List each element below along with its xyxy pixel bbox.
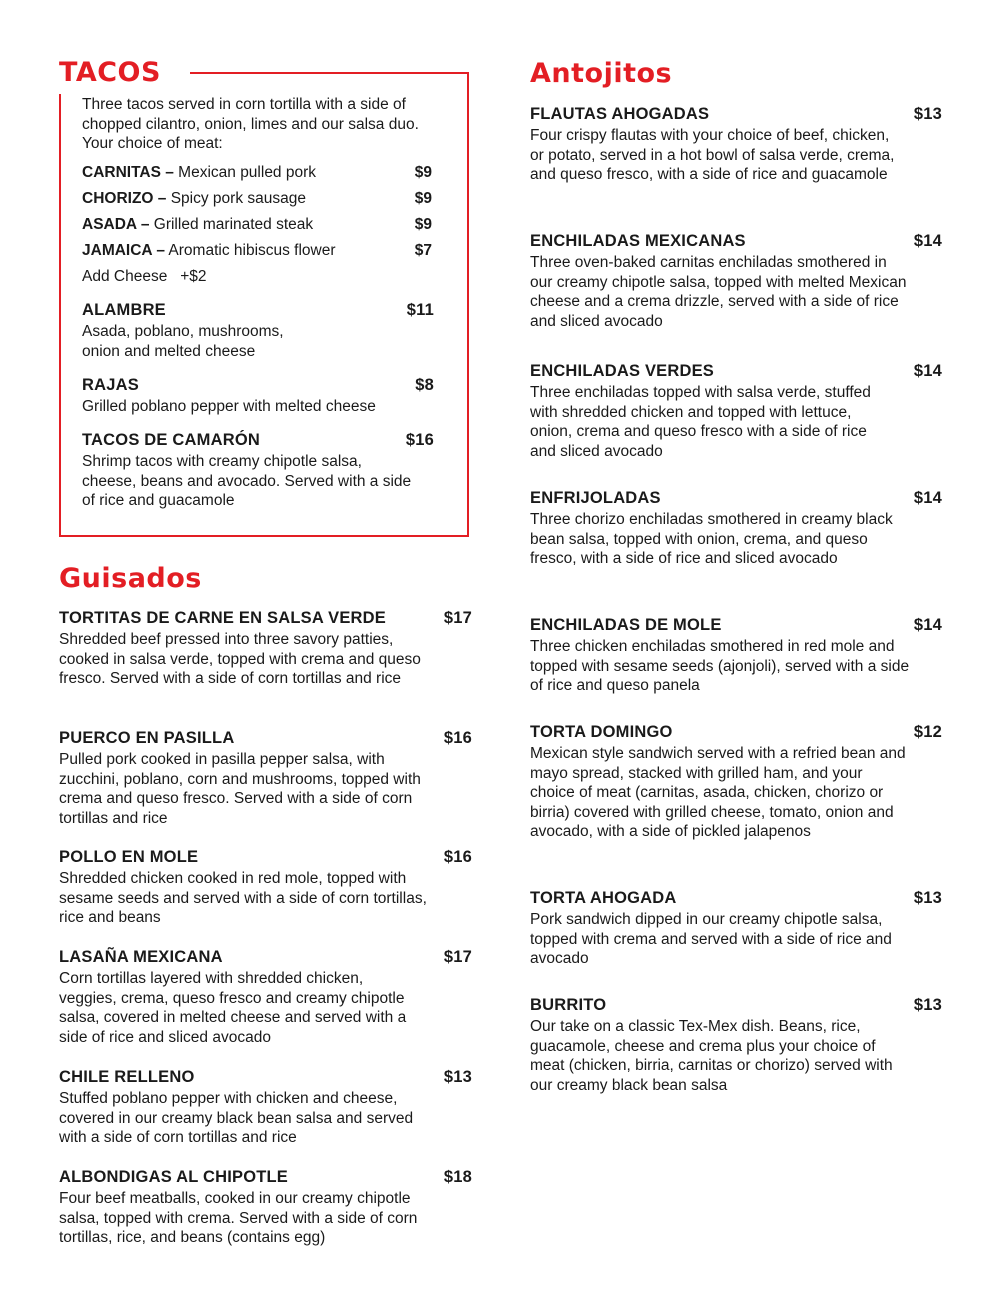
tacos-section-title: TACOS: [59, 57, 161, 88]
item-name: LASAÑA MEXICANA: [59, 948, 223, 966]
item-price: $14: [913, 232, 942, 250]
item-name: BURRITO: [530, 996, 607, 1014]
item-name: RAJAS: [82, 376, 139, 394]
taco-meat-option: [82, 241, 432, 261]
item-name: ENCHILADAS VERDES: [530, 362, 715, 380]
tacos-description: Three tacos served in corn tortilla with a side of chopped cilantro, onion, limes and our salsa duo. Your choice of meat:: [82, 96, 419, 152]
item-name: ALBONDIGAS AL CHIPOTLE: [59, 1168, 288, 1186]
item-name: FLAUTAS AHOGADAS: [530, 105, 710, 123]
item-description: Three chorizo enchiladas smothered in creamy black bean salsa, topped with onion, crema, and queso fresco, with a side of rice and sliced avocado: [530, 511, 893, 568]
item-price: $16: [443, 848, 472, 866]
menu-item: [530, 231, 942, 331]
antojitos-section-title: Antojitos: [530, 58, 673, 89]
menu-item: [59, 947, 472, 1047]
item-description: Stuffed poblano pepper with chicken and cheese, covered in our creamy black bean salsa and served with a side of corn tortillas and rice: [59, 1090, 414, 1147]
item-description: Four crispy flautas with your choice of beef, chicken, or potato, served in a hot bowl of salsa verde, crema, and queso fresco, with a side of rice and guacamole: [530, 127, 895, 184]
guisados-section-title: Guisados: [59, 563, 202, 594]
item-name: PUERCO EN PASILLA: [59, 729, 235, 747]
item-price: $13: [913, 105, 942, 123]
item-description: Shredded chicken cooked in red mole, topped with sesame seeds and served with a side of corn tortillas, rice and beans: [59, 870, 427, 927]
item-name: TACOS DE CAMARÓN: [82, 431, 260, 449]
item-price: $14: [913, 362, 942, 380]
border-divider: [467, 72, 469, 537]
item-description: Three oven-baked carnitas enchiladas smothered in our creamy chipotle salsa, topped with melted Mexican cheese and a crema drizzle, served with a side of rice and sliced avocado: [530, 254, 907, 330]
meat-name: JAMAICA –: [82, 242, 165, 259]
item-price: $17: [443, 609, 472, 627]
item-price: $14: [913, 616, 942, 634]
item-name: ENFRIJOLADAS: [530, 489, 661, 507]
taco-meat-option: [82, 163, 432, 183]
menu-item: [82, 430, 434, 511]
menu-item: [59, 1067, 472, 1148]
item-description: Mexican style sandwich served with a refried bean and mayo spread, stacked with grilled ham, and your choice of meat (carnitas, asada, chicken, chorizo or birria) covered with grilled cheese, tomato, onion and avocado, with a side of pickled jalapenos: [530, 745, 906, 841]
item-description: Pulled pork cooked in pasilla pepper salsa, with zucchini, poblano, corn and mushrooms, topped with crema and queso fresco. Served with a side of corn tortillas and rice: [59, 751, 421, 827]
item-description: Three enchiladas topped with salsa verde, stuffed with shredded chicken and topped with lettuce, onion, crema and queso fresco with a side of rice and sliced avocado: [530, 384, 871, 460]
border-divider: [59, 94, 61, 537]
menu-item: [59, 847, 472, 928]
meat-price: $9: [414, 190, 432, 207]
item-description: Pork sandwich dipped in our creamy chipotle salsa, topped with crema and served with a side of rice and avocado: [530, 911, 892, 968]
taco-meat-option: [82, 189, 432, 209]
menu-item: [59, 1167, 472, 1248]
item-name: POLLO EN MOLE: [59, 848, 199, 866]
meat-price: $7: [414, 242, 432, 259]
menu-item: [530, 995, 942, 1095]
menu-item: [530, 615, 942, 696]
meat-desc: Grilled marinated steak: [149, 216, 314, 233]
item-price: $18: [443, 1168, 472, 1186]
menu-item: [82, 300, 434, 361]
item-price: $13: [913, 889, 942, 907]
item-name: ENCHILADAS MEXICANAS: [530, 232, 746, 250]
item-name: TORTITAS DE CARNE EN SALSA VERDE: [59, 609, 386, 627]
menu-item: [82, 375, 434, 417]
item-description: Shredded beef pressed into three savory patties, cooked in salsa verde, topped with crema and queso fresco. Served with a side of corn tortillas and rice: [59, 631, 421, 688]
item-price: $8: [415, 376, 434, 394]
item-description: Asada, poblano, mushrooms, onion and melted cheese: [82, 323, 284, 360]
item-description: Shrimp tacos with creamy chipotle salsa, cheese, beans and avocado. Served with a side of rice and guacamole: [82, 453, 412, 510]
item-name: TORTA AHOGADA: [530, 889, 677, 907]
menu-item: [530, 361, 942, 461]
item-description: Three chicken enchiladas smothered in red mole and topped with sesame seeds (ajonjoli), served with a side of rice and queso panela: [530, 638, 910, 695]
item-price: $12: [913, 723, 942, 741]
item-price: $11: [406, 301, 434, 319]
menu-item: [530, 888, 942, 969]
item-description: Grilled poblano pepper with melted cheese: [82, 398, 376, 415]
menu-item: [530, 104, 942, 185]
border-divider: [190, 72, 469, 74]
add-cheese-option: Add Cheese +$2: [82, 268, 207, 285]
menu-item: [530, 488, 942, 569]
meat-desc: Mexican pulled pork: [173, 164, 317, 181]
item-description: Corn tortillas layered with shredded chicken, veggies, crema, queso fresco and creamy chipotle salsa, covered in melted cheese and served with a side of rice and sliced avocado: [59, 970, 407, 1046]
item-description: Our take on a classic Tex-Mex dish. Beans, rice, guacamole, cheese and crema plus your choice of meat (chicken, birria, carnitas or chorizo) served with our creamy black bean salsa: [530, 1018, 893, 1094]
menu-item: [59, 728, 472, 828]
item-price: $14: [913, 489, 942, 507]
item-name: ALAMBRE: [82, 301, 166, 319]
meat-name: CARNITAS –: [82, 164, 174, 181]
item-price: $16: [405, 431, 434, 449]
meat-price: $9: [414, 216, 432, 233]
meat-desc: Aromatic hibiscus flower: [164, 242, 336, 259]
meat-desc: Spicy pork sausage: [166, 190, 306, 207]
meat-name: ASADA –: [82, 216, 150, 233]
item-price: $17: [443, 948, 472, 966]
border-divider: [59, 535, 469, 537]
menu-item: [59, 608, 472, 689]
item-price: $13: [443, 1068, 472, 1086]
item-price: $13: [913, 996, 942, 1014]
meat-price: $9: [414, 164, 432, 181]
item-name: ENCHILADAS DE MOLE: [530, 616, 722, 634]
item-description: Four beef meatballs, cooked in our creamy chipotle salsa, topped with crema. Served with a side of corn tortillas, rice, and beans (contains egg): [59, 1190, 418, 1247]
item-name: CHILE RELLENO: [59, 1068, 195, 1086]
menu-item: [530, 722, 942, 842]
item-price: $16: [443, 729, 472, 747]
meat-name: CHORIZO –: [82, 190, 167, 207]
item-name: TORTA DOMINGO: [530, 723, 673, 741]
taco-meat-option: [82, 215, 432, 235]
